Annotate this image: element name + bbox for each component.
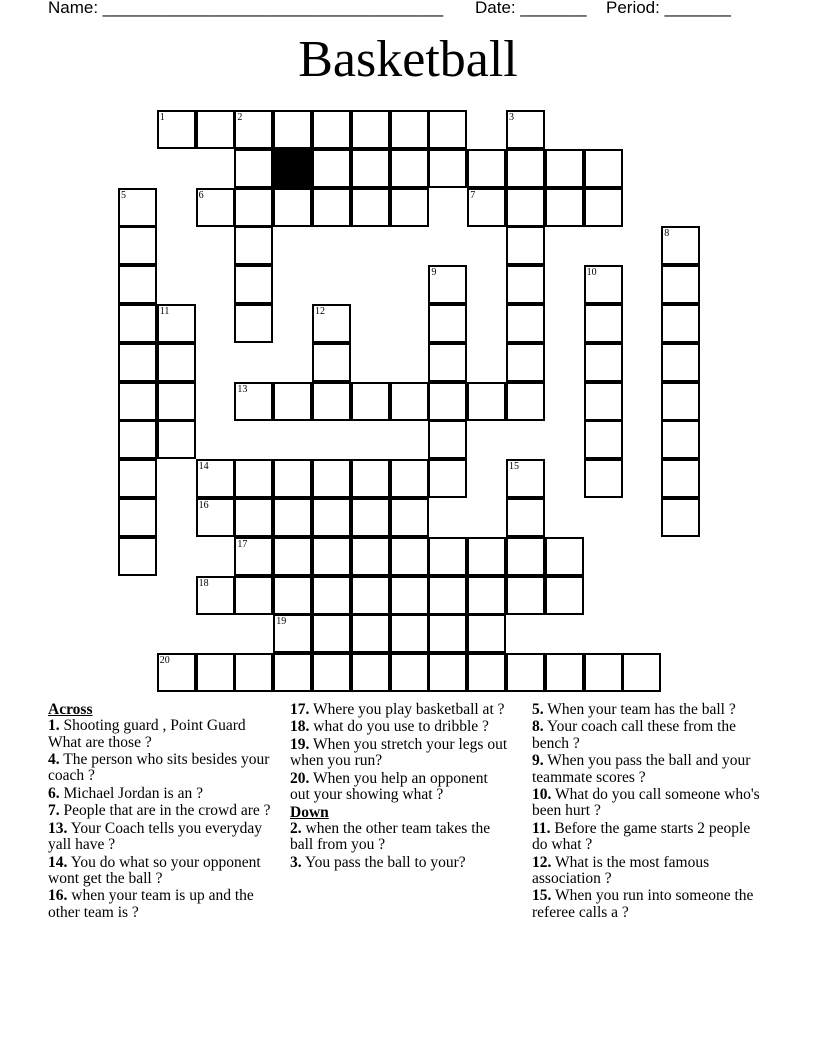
grid-cell[interactable] [584, 343, 623, 382]
grid-cell[interactable] [273, 110, 312, 149]
clue-number: 6 [198, 189, 204, 201]
grid-cell[interactable] [467, 653, 506, 692]
grid-cell[interactable] [312, 614, 351, 653]
grid-cell[interactable] [506, 382, 545, 421]
grid-cell[interactable] [584, 188, 623, 227]
grid-cell[interactable] [118, 226, 157, 265]
clue-across-18: 18. what do you use to dribble ? [290, 718, 489, 736]
clue-number: 16 [198, 500, 209, 511]
grid-cell[interactable] [196, 653, 235, 692]
grid-cell[interactable] [273, 537, 312, 576]
grid-cell[interactable] [428, 653, 467, 692]
grid-cell[interactable] [273, 459, 312, 498]
clue-down-5: 5. When your team has the ball ? [532, 701, 736, 718]
grid-cell[interactable] [273, 188, 312, 227]
grid-cell[interactable] [545, 576, 584, 615]
grid-cell[interactable] [584, 304, 623, 343]
grid-cell[interactable] [234, 226, 273, 265]
grid-cell[interactable] [273, 576, 312, 615]
clue-down-11: 11. Before the game starts 2 people do what ? [532, 819, 751, 854]
clue-number: 13 [237, 383, 248, 395]
across-heading: Across [48, 701, 93, 718]
grid-cell[interactable] [118, 537, 157, 576]
grid-cell[interactable] [273, 382, 312, 421]
grid-cell[interactable] [351, 576, 390, 615]
grid-cell[interactable] [506, 498, 545, 537]
grid-cell[interactable] [234, 576, 273, 615]
grid-cell[interactable] [351, 459, 390, 498]
grid-cell[interactable] [428, 459, 467, 498]
clue-number: 9 [431, 267, 437, 279]
grid-cell[interactable] [428, 149, 467, 188]
grid-cell[interactable] [661, 382, 700, 421]
clue-number: 2 [237, 112, 243, 123]
name-field[interactable]: Name: ____________________________________ [48, 0, 444, 17]
grid-cell[interactable] [351, 498, 390, 537]
grid-cell[interactable] [312, 576, 351, 615]
grid-cell[interactable] [312, 653, 351, 692]
grid-cell[interactable] [506, 576, 545, 615]
grid-cell[interactable] [157, 382, 196, 421]
clue-down-3: 3. You pass the ball to your? [290, 853, 466, 871]
grid-cell[interactable] [273, 498, 312, 537]
grid-cell[interactable] [661, 343, 700, 382]
clue-down-9: 9. When you pass the ball and your teammate scores ? [532, 752, 751, 786]
clue-number: 14 [198, 461, 209, 473]
grid-cell[interactable] [118, 382, 157, 421]
grid-cell[interactable] [390, 382, 429, 421]
grid-cell[interactable] [428, 614, 467, 653]
clue-across-19: 19. When you stretch your legs out when you run? [290, 735, 508, 770]
grid-cell[interactable] [584, 149, 623, 188]
clue-across-7: 7. People that are in the crowd are ? [48, 802, 271, 820]
grid-cell[interactable] [234, 498, 273, 537]
clue-down-8: 8. Your coach call these from the bench ? [532, 718, 737, 752]
clue-number: 1 [159, 112, 165, 123]
grid-cell[interactable] [661, 265, 700, 304]
clue-down-2: 2. when the other team takes the ball from you ? [290, 819, 491, 854]
grid-cell[interactable] [661, 498, 700, 537]
grid-cell[interactable] [118, 343, 157, 382]
grid-cell[interactable] [118, 498, 157, 537]
grid-cell[interactable] [312, 459, 351, 498]
grid-cell[interactable] [428, 537, 467, 576]
grid-cell[interactable] [118, 265, 157, 304]
grid-cell[interactable] [467, 614, 506, 653]
down-heading: Down [290, 803, 329, 821]
grid-cell[interactable] [506, 537, 545, 576]
grid-cell[interactable] [351, 110, 390, 149]
clue-number: 4 [276, 150, 282, 162]
grid-cell[interactable] [467, 382, 506, 421]
clue-number: 7 [470, 189, 476, 201]
grid-cell[interactable] [118, 420, 157, 459]
clue-number: 5 [121, 189, 126, 201]
grid-cell[interactable] [157, 420, 196, 459]
grid-cell[interactable] [661, 420, 700, 459]
clue-across-1: 1. Shooting guard , Point Guard What are those ? [48, 717, 246, 751]
grid-cell[interactable] [661, 304, 700, 343]
grid-cell[interactable] [506, 149, 545, 188]
grid-cell[interactable] [545, 653, 584, 692]
grid-cell[interactable] [273, 653, 312, 692]
clue-down-10: 10. What do you call someone who's been hurt ? [532, 786, 760, 820]
grid-cell[interactable] [584, 382, 623, 421]
grid-cell[interactable] [312, 382, 351, 421]
grid-cell[interactable] [118, 304, 157, 343]
clue-number: 17 [237, 538, 248, 550]
grid-cell[interactable] [351, 188, 390, 227]
clue-down-15: 15. When you run into someone the referee calls a ? [532, 887, 754, 921]
clue-number: 18 [198, 577, 209, 589]
date-field[interactable]: Date: _______ [475, 0, 587, 17]
grid-cell[interactable] [157, 343, 196, 382]
grid-cell[interactable] [506, 653, 545, 692]
grid-cell[interactable] [467, 576, 506, 615]
grid-cell[interactable] [428, 110, 467, 149]
grid-cell[interactable] [234, 265, 273, 304]
grid-cell[interactable] [428, 382, 467, 421]
grid-cell[interactable] [351, 537, 390, 576]
grid-cell[interactable] [312, 343, 351, 382]
grid-cell[interactable] [312, 149, 351, 188]
grid-cell[interactable] [661, 459, 700, 498]
grid-cell[interactable] [390, 537, 429, 576]
grid-cell[interactable] [584, 459, 623, 498]
grid-cell[interactable] [467, 537, 506, 576]
grid-cell[interactable] [234, 304, 273, 343]
grid-cell[interactable] [390, 188, 429, 227]
clue-across-4: 4. The person who sits besides your coach ? [48, 751, 270, 785]
grid-cell[interactable] [584, 653, 623, 692]
grid-cell[interactable] [545, 188, 584, 227]
clue-number: 20 [159, 655, 170, 667]
grid-cell[interactable] [390, 498, 429, 537]
clue-number: 19 [276, 616, 287, 628]
grid-cell[interactable] [584, 420, 623, 459]
clue-across-16: 16. when your team is up and the other team is ? [48, 887, 254, 921]
grid-cell[interactable] [312, 537, 351, 576]
grid-cell[interactable] [351, 614, 390, 653]
grid-cell[interactable] [312, 110, 351, 149]
grid-cell[interactable] [234, 653, 273, 692]
clue-number: 15 [509, 461, 519, 473]
clues-column-1 [48, 702, 278, 922]
grid-cell[interactable] [428, 304, 467, 343]
clue-number: 12 [315, 306, 325, 317]
grid-cell[interactable] [390, 653, 429, 692]
grid-cell[interactable] [351, 382, 390, 421]
grid-cell[interactable] [312, 188, 351, 227]
grid-cell[interactable] [351, 149, 390, 188]
grid-cell[interactable] [545, 149, 584, 188]
clue-across-6: 6. Michael Jordan is an ? [48, 784, 203, 802]
period-field[interactable]: Period: _______ [606, 0, 731, 17]
grid-cell[interactable] [390, 110, 429, 149]
grid-cell[interactable] [234, 188, 273, 227]
grid-cell[interactable] [506, 265, 545, 304]
clue-number: 8 [664, 228, 670, 240]
page-title: Basketball [298, 31, 518, 88]
grid-cell[interactable] [312, 498, 351, 537]
clue-number: 10 [586, 267, 597, 279]
grid-cell[interactable] [234, 459, 273, 498]
grid-cell[interactable] [428, 420, 467, 459]
grid-cell[interactable] [390, 576, 429, 615]
clue-across-14: 14. You do what so your opponent wont get the ball ? [48, 853, 261, 887]
clue-number: 3 [509, 112, 514, 123]
clues-column-2 [290, 702, 510, 872]
clue-number: 11 [159, 306, 170, 317]
clue-across-17: 17. Where you play basketball at ? [290, 701, 505, 718]
clue-across-20: 20. When you help an opponent out your showing what ? [290, 769, 488, 804]
grid-cell[interactable] [196, 110, 235, 149]
grid-cell[interactable] [428, 343, 467, 382]
clue-across-13: 13. Your Coach tells you everyday yall have ? [48, 819, 262, 854]
grid-cell[interactable] [351, 653, 390, 692]
grid-cell[interactable] [428, 576, 467, 615]
grid-cell[interactable] [545, 537, 584, 576]
grid-cell[interactable] [506, 226, 545, 265]
grid-cell[interactable] [390, 459, 429, 498]
grid-cell[interactable] [234, 149, 273, 188]
grid-cell[interactable] [467, 149, 506, 188]
grid-cell[interactable] [506, 304, 545, 343]
grid-cell[interactable] [622, 653, 661, 692]
clues-column-3 [532, 702, 767, 922]
clue-down-12: 12. What is the most famous association ? [532, 853, 710, 887]
grid-cell[interactable] [506, 188, 545, 227]
grid-cell[interactable] [118, 459, 157, 498]
grid-cell[interactable] [390, 614, 429, 653]
grid-cell[interactable] [390, 149, 429, 188]
grid-cell[interactable] [506, 343, 545, 382]
